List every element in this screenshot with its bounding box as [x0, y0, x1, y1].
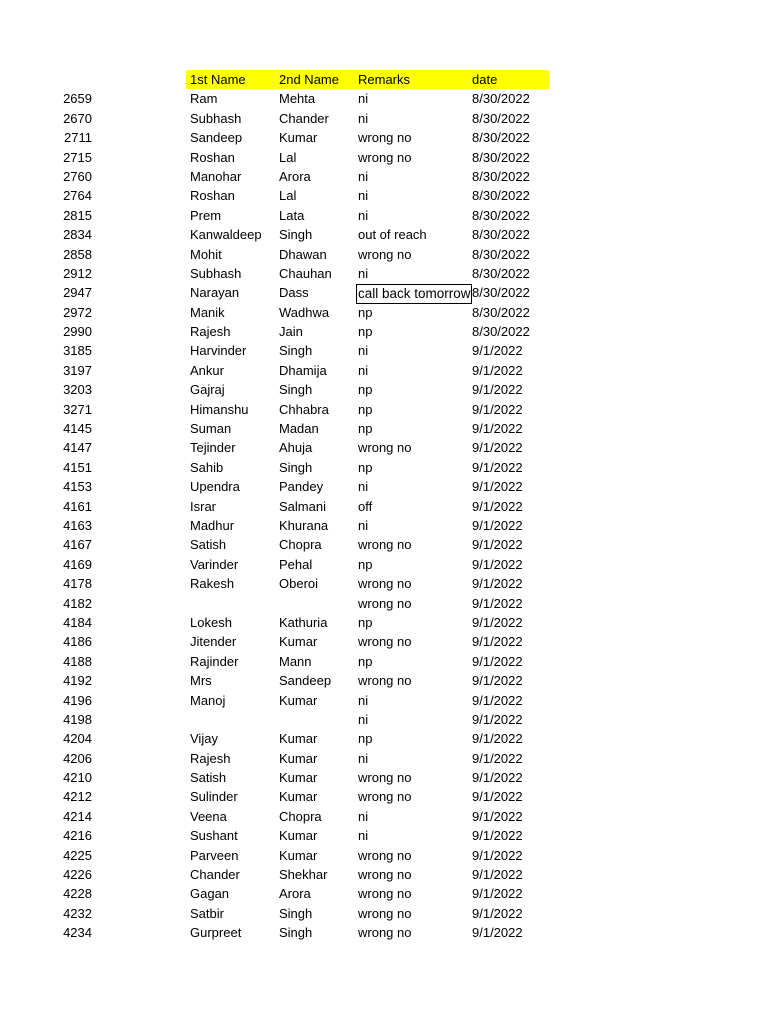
table-row: [0, 128, 768, 147]
remarks-cell[interactable]: ni: [358, 362, 369, 378]
remarks-cell[interactable]: wrong no: [358, 867, 412, 883]
second-name-cell[interactable]: Chopra: [279, 808, 322, 824]
first-name-cell[interactable]: Prem: [190, 207, 222, 223]
first-name-cell[interactable]: Harvinder: [190, 343, 247, 359]
table-row: [0, 283, 768, 302]
first-name-cell[interactable]: Vijay: [190, 731, 218, 747]
first-name-cell[interactable]: Sandeep: [190, 130, 243, 146]
second-name-cell[interactable]: Salmani: [279, 498, 326, 514]
date-cell[interactable]: 9/1/2022: [472, 537, 523, 553]
first-name-cell[interactable]: Manoj: [190, 692, 226, 708]
remarks-cell[interactable]: np: [358, 382, 373, 398]
remarks-cell[interactable]: np: [358, 304, 373, 320]
first-name-cell[interactable]: Roshan: [190, 149, 235, 165]
row-id-cell[interactable]: 2764: [63, 188, 92, 204]
header-second-name[interactable]: 2nd Name: [279, 72, 339, 87]
row-id-cell[interactable]: 4169: [63, 556, 92, 572]
first-name-cell[interactable]: Tejinder: [190, 440, 236, 456]
first-name-cell[interactable]: Suman: [190, 421, 232, 437]
date-cell[interactable]: 9/1/2022: [472, 673, 523, 689]
row-id-cell[interactable]: 2947: [63, 285, 92, 301]
date-cell[interactable]: 9/1/2022: [472, 905, 523, 921]
row-id-cell[interactable]: 4228: [63, 886, 92, 902]
table-row: [0, 768, 768, 787]
second-name-cell[interactable]: Kumar: [279, 789, 318, 805]
remarks-cell[interactable]: ni: [358, 808, 369, 824]
second-name-cell[interactable]: Sandeep: [279, 673, 332, 689]
first-name-cell[interactable]: Madhur: [190, 517, 235, 533]
date-cell[interactable]: 8/30/2022: [472, 324, 530, 340]
table-row: [0, 555, 768, 574]
table-row: [0, 497, 768, 516]
table-row: [0, 264, 768, 283]
table-row: [0, 632, 768, 651]
row-id-cell[interactable]: 4178: [63, 576, 92, 592]
first-name-cell[interactable]: [190, 594, 278, 613]
first-name-cell[interactable]: Gurpreet: [190, 925, 242, 941]
row-id-cell[interactable]: 4188: [63, 653, 92, 669]
date-cell[interactable]: 9/1/2022: [472, 614, 523, 630]
date-cell[interactable]: 9/1/2022: [472, 401, 523, 417]
first-name-cell[interactable]: Rajinder: [190, 653, 239, 669]
second-name-cell[interactable]: Singh: [279, 382, 313, 398]
row-id-cell[interactable]: 4153: [63, 479, 92, 495]
table-body: [0, 89, 768, 942]
remarks-cell[interactable]: wrong no: [358, 770, 412, 786]
date-cell[interactable]: 8/30/2022: [472, 168, 530, 184]
date-cell[interactable]: 8/30/2022: [472, 207, 530, 223]
row-id-cell[interactable]: 2858: [63, 246, 92, 262]
date-cell[interactable]: 9/1/2022: [472, 653, 523, 669]
table-row: [0, 574, 768, 593]
row-id-cell[interactable]: 2834: [63, 227, 92, 243]
date-cell[interactable]: 9/1/2022: [472, 770, 523, 786]
remarks-cell[interactable]: wrong no: [358, 246, 412, 262]
first-name-cell[interactable]: Narayan: [190, 285, 240, 301]
date-cell[interactable]: 8/30/2022: [472, 149, 530, 165]
first-name-cell[interactable]: Himanshu: [190, 401, 249, 417]
remarks-cell[interactable]: ni: [358, 692, 369, 708]
remarks-cell[interactable]: ni: [358, 91, 369, 107]
first-name-cell[interactable]: Mohit: [190, 246, 222, 262]
second-name-cell[interactable]: Kumar: [279, 634, 318, 650]
first-name-cell[interactable]: [190, 710, 278, 729]
first-name-cell[interactable]: Satish: [190, 537, 227, 553]
first-name-cell[interactable]: Rajesh: [190, 750, 231, 766]
table-row: [0, 535, 768, 554]
first-name-cell[interactable]: Roshan: [190, 188, 235, 204]
table-row: [0, 458, 768, 477]
second-name-cell[interactable]: Singh: [279, 227, 313, 243]
second-name-cell[interactable]: Lal: [279, 149, 297, 165]
remarks-cell[interactable]: ni: [358, 479, 369, 495]
date-cell[interactable]: 9/1/2022: [472, 576, 523, 592]
header-date[interactable]: date: [472, 72, 498, 87]
row-id-cell[interactable]: 2670: [63, 110, 92, 126]
row-id-cell[interactable]: 4147: [63, 440, 92, 456]
remarks-cell[interactable]: np: [358, 401, 373, 417]
table-row: [0, 594, 768, 613]
table-row: [0, 148, 768, 167]
row-id-cell[interactable]: 4198: [63, 711, 92, 727]
row-id-cell[interactable]: 4161: [63, 498, 92, 514]
date-cell[interactable]: 9/1/2022: [472, 479, 523, 495]
remarks-cell[interactable]: np: [358, 324, 373, 340]
second-name-cell[interactable]: Mann: [279, 653, 312, 669]
date-cell[interactable]: 8/30/2022: [472, 304, 530, 320]
second-name-cell[interactable]: Shekhar: [279, 867, 328, 883]
row-id-cell[interactable]: 4192: [63, 673, 92, 689]
second-name-cell[interactable]: Kumar: [279, 731, 318, 747]
second-name-cell[interactable]: Singh: [279, 905, 313, 921]
row-id-cell[interactable]: 4210: [63, 770, 92, 786]
second-name-cell[interactable]: Chopra: [279, 537, 322, 553]
second-name-cell[interactable]: Lata: [279, 207, 305, 223]
second-name-cell[interactable]: Singh: [279, 459, 313, 475]
table-row: [0, 167, 768, 186]
date-cell[interactable]: 9/1/2022: [472, 750, 523, 766]
remarks-cell[interactable]: ni: [358, 207, 369, 223]
remarks-cell[interactable]: wrong no: [358, 149, 412, 165]
date-cell[interactable]: 9/1/2022: [472, 847, 523, 863]
first-name-cell[interactable]: Manohar: [190, 168, 242, 184]
date-cell[interactable]: 9/1/2022: [472, 440, 523, 456]
second-name-cell[interactable]: [279, 710, 357, 729]
date-cell[interactable]: 9/1/2022: [472, 634, 523, 650]
first-name-cell[interactable]: Veena: [190, 808, 227, 824]
first-name-cell[interactable]: Gagan: [190, 886, 230, 902]
table-row: [0, 671, 768, 690]
date-cell[interactable]: 9/1/2022: [472, 421, 523, 437]
first-name-cell[interactable]: Rakesh: [190, 576, 235, 592]
spreadsheet: [0, 70, 768, 943]
row-id-cell[interactable]: 4226: [63, 867, 92, 883]
table-row: [0, 729, 768, 748]
table-row: [0, 613, 768, 632]
second-name-cell[interactable]: Dhawan: [279, 246, 327, 262]
first-name-cell[interactable]: Manik: [190, 304, 225, 320]
date-cell[interactable]: 9/1/2022: [472, 362, 523, 378]
table-row: [0, 380, 768, 399]
row-id-cell[interactable]: 2659: [63, 91, 92, 107]
row-id-cell[interactable]: 4182: [63, 595, 92, 611]
table-row: [0, 186, 768, 205]
second-name-cell[interactable]: Arora: [279, 168, 311, 184]
first-name-cell[interactable]: Rajesh: [190, 324, 231, 340]
row-id-cell[interactable]: 2990: [63, 324, 92, 340]
date-cell[interactable]: 9/1/2022: [472, 382, 523, 398]
second-name-cell[interactable]: Khurana: [279, 517, 329, 533]
row-id-cell[interactable]: 4232: [63, 905, 92, 921]
row-id-cell[interactable]: 4212: [63, 789, 92, 805]
row-id-cell[interactable]: 3203: [63, 382, 92, 398]
first-name-cell[interactable]: Sulinder: [190, 789, 238, 805]
second-name-cell[interactable]: Arora: [279, 886, 311, 902]
date-cell[interactable]: 8/30/2022: [472, 91, 530, 107]
second-name-cell[interactable]: Kumar: [279, 770, 318, 786]
header-remarks[interactable]: Remarks: [358, 72, 411, 87]
date-cell[interactable]: 9/1/2022: [472, 692, 523, 708]
remarks-cell[interactable]: wrong no: [358, 130, 412, 146]
date-cell[interactable]: 9/1/2022: [472, 459, 523, 475]
first-name-cell[interactable]: Gajraj: [190, 382, 225, 398]
table-row: [0, 710, 768, 729]
remarks-cell[interactable]: np: [358, 614, 373, 630]
remarks-cell[interactable]: ni: [358, 265, 369, 281]
second-name-cell[interactable]: Dass: [279, 285, 309, 301]
row-id-cell[interactable]: 2760: [63, 168, 92, 184]
row-id-cell[interactable]: 4163: [63, 517, 92, 533]
remarks-cell[interactable]: np: [358, 459, 373, 475]
date-cell[interactable]: 9/1/2022: [472, 867, 523, 883]
first-name-cell[interactable]: Upendra: [190, 479, 240, 495]
row-id-cell[interactable]: 2711: [64, 130, 92, 146]
remarks-cell[interactable]: off: [358, 498, 373, 514]
header-row: [0, 70, 768, 89]
first-name-cell[interactable]: Subhash: [190, 110, 242, 126]
second-name-cell[interactable]: Kumar: [279, 847, 318, 863]
remarks-cell[interactable]: np: [358, 421, 373, 437]
table-row: [0, 807, 768, 826]
row-id-cell[interactable]: 3185: [63, 343, 92, 359]
first-name-cell[interactable]: Chander: [190, 867, 240, 883]
remarks-cell[interactable]: wrong no: [358, 595, 412, 611]
first-name-cell[interactable]: Ram: [190, 91, 218, 107]
first-name-cell[interactable]: Lokesh: [190, 614, 232, 630]
date-cell[interactable]: 8/30/2022: [472, 188, 530, 204]
remarks-cell[interactable]: wrong no: [358, 634, 412, 650]
remarks-cell[interactable]: ni: [358, 828, 369, 844]
date-cell[interactable]: 9/1/2022: [472, 925, 523, 941]
first-name-cell[interactable]: Subhash: [190, 265, 242, 281]
date-cell[interactable]: 9/1/2022: [472, 808, 523, 824]
remarks-cell[interactable]: np: [358, 556, 373, 572]
date-cell[interactable]: 8/30/2022: [472, 227, 530, 243]
table-row: [0, 884, 768, 903]
first-name-cell[interactable]: Israr: [190, 498, 216, 514]
header-first-name[interactable]: 1st Name: [190, 72, 246, 87]
row-id-cell[interactable]: 4151: [63, 459, 92, 475]
table-row: [0, 400, 768, 419]
row-id-cell[interactable]: 4204: [63, 731, 92, 747]
remarks-cell[interactable]: ni: [358, 168, 369, 184]
first-name-cell[interactable]: Sahib: [190, 459, 224, 475]
table-row: [0, 322, 768, 341]
date-cell[interactable]: 8/30/2022: [472, 130, 530, 146]
row-id-cell[interactable]: 4167: [63, 537, 92, 553]
first-name-cell[interactable]: Satish: [190, 770, 227, 786]
second-name-cell[interactable]: Singh: [279, 343, 313, 359]
row-id-cell[interactable]: 4206: [63, 750, 92, 766]
row-id-cell[interactable]: 4225: [63, 847, 92, 863]
table-row: [0, 749, 768, 768]
second-name-cell[interactable]: Oberoi: [279, 576, 319, 592]
second-name-cell[interactable]: Pehal: [279, 556, 313, 572]
remarks-cell[interactable]: np: [358, 731, 373, 747]
first-name-cell[interactable]: Varinder: [190, 556, 239, 572]
date-cell[interactable]: 9/1/2022: [472, 498, 523, 514]
remarks-cell[interactable]: wrong no: [358, 905, 412, 921]
table-row: [0, 652, 768, 671]
selected-remarks-cell[interactable]: call back tomorrow: [356, 284, 472, 304]
second-name-cell[interactable]: Chander: [279, 110, 329, 126]
second-name-cell[interactable]: Mehta: [279, 91, 316, 107]
row-id-cell[interactable]: 2912: [63, 265, 92, 281]
date-cell[interactable]: 8/30/2022: [472, 285, 530, 301]
table-row: [0, 846, 768, 865]
second-name-cell[interactable]: Lal: [279, 188, 297, 204]
date-cell[interactable]: 9/1/2022: [472, 886, 523, 902]
row-id-cell[interactable]: 4184: [63, 614, 92, 630]
first-name-cell[interactable]: Jitender: [190, 634, 237, 650]
table-row: [0, 923, 768, 942]
remarks-cell[interactable]: wrong no: [358, 886, 412, 902]
second-name-cell[interactable]: Kathuria: [279, 614, 328, 630]
table-row: [0, 361, 768, 380]
date-cell[interactable]: 9/1/2022: [472, 343, 523, 359]
second-name-cell[interactable]: Kumar: [279, 750, 318, 766]
first-name-cell[interactable]: Mrs: [190, 673, 212, 689]
table-row: [0, 206, 768, 225]
table-row: [0, 865, 768, 884]
row-id-cell[interactable]: 3197: [63, 362, 92, 378]
table-row: [0, 691, 768, 710]
table-row: [0, 787, 768, 806]
first-name-cell[interactable]: Ankur: [190, 362, 224, 378]
row-id-cell[interactable]: 2815: [63, 207, 92, 223]
row-id-cell[interactable]: 4214: [63, 808, 92, 824]
date-cell[interactable]: 9/1/2022: [472, 556, 523, 572]
second-name-cell[interactable]: [279, 594, 357, 613]
remarks-cell[interactable]: ni: [358, 517, 369, 533]
table-row: [0, 826, 768, 845]
table-row: [0, 89, 768, 108]
row-id-cell[interactable]: 2715: [63, 149, 92, 165]
first-name-cell[interactable]: Satbir: [190, 905, 224, 921]
row-id-cell[interactable]: 4216: [63, 828, 92, 844]
remarks-cell[interactable]: out of reach: [358, 227, 427, 243]
second-name-cell[interactable]: Kumar: [279, 692, 318, 708]
remarks-cell[interactable]: wrong no: [358, 789, 412, 805]
date-cell[interactable]: 9/1/2022: [472, 517, 523, 533]
date-cell[interactable]: 9/1/2022: [472, 595, 523, 611]
second-name-cell[interactable]: Chhabra: [279, 401, 329, 417]
first-name-cell[interactable]: Sushant: [190, 828, 238, 844]
table-row: [0, 341, 768, 360]
remarks-cell[interactable]: ni: [358, 343, 369, 359]
date-cell[interactable]: 8/30/2022: [472, 265, 530, 281]
second-name-cell[interactable]: Kumar: [279, 130, 318, 146]
table-row: [0, 904, 768, 923]
second-name-cell[interactable]: Dhamija: [279, 362, 327, 378]
table-row: [0, 303, 768, 322]
date-cell[interactable]: 9/1/2022: [472, 789, 523, 805]
second-name-cell[interactable]: Singh: [279, 925, 313, 941]
remarks-cell[interactable]: np: [358, 653, 373, 669]
remarks-cell[interactable]: ni: [358, 188, 369, 204]
date-cell[interactable]: 8/30/2022: [472, 110, 530, 126]
remarks-cell[interactable]: ni: [358, 110, 369, 126]
first-name-cell[interactable]: Kanwaldeep: [190, 227, 262, 243]
second-name-cell[interactable]: Madan: [279, 421, 319, 437]
row-id-cell[interactable]: 4196: [63, 692, 92, 708]
remarks-cell[interactable]: wrong no: [358, 537, 412, 553]
table-row: [0, 438, 768, 457]
second-name-cell[interactable]: Chauhan: [279, 265, 332, 281]
remarks-cell[interactable]: ni: [358, 711, 369, 727]
row-id-cell[interactable]: 2972: [63, 304, 92, 320]
second-name-cell[interactable]: Pandey: [279, 479, 324, 495]
second-name-cell[interactable]: Wadhwa: [279, 304, 330, 320]
second-name-cell[interactable]: Jain: [279, 324, 303, 340]
row-id-cell[interactable]: 4234: [63, 925, 92, 941]
row-id-cell[interactable]: 4186: [63, 634, 92, 650]
date-cell[interactable]: 9/1/2022: [472, 828, 523, 844]
table-row: [0, 477, 768, 496]
second-name-cell[interactable]: Kumar: [279, 828, 318, 844]
date-cell[interactable]: 9/1/2022: [472, 711, 523, 727]
table-row: [0, 516, 768, 535]
table-row: [0, 245, 768, 264]
remarks-cell[interactable]: wrong no: [358, 673, 412, 689]
second-name-cell[interactable]: Ahuja: [279, 440, 313, 456]
first-name-cell[interactable]: Parveen: [190, 847, 239, 863]
row-id-cell[interactable]: 4145: [63, 421, 92, 437]
date-cell[interactable]: 9/1/2022: [472, 731, 523, 747]
remarks-cell[interactable]: wrong no: [358, 576, 412, 592]
remarks-cell[interactable]: wrong no: [358, 925, 412, 941]
remarks-cell[interactable]: ni: [358, 750, 369, 766]
table-row: [0, 419, 768, 438]
row-id-cell[interactable]: 3271: [63, 401, 92, 417]
table-row: [0, 109, 768, 128]
remarks-cell[interactable]: wrong no: [358, 847, 412, 863]
remarks-cell[interactable]: wrong no: [358, 440, 412, 456]
table-row: [0, 225, 768, 244]
date-cell[interactable]: 8/30/2022: [472, 246, 530, 262]
